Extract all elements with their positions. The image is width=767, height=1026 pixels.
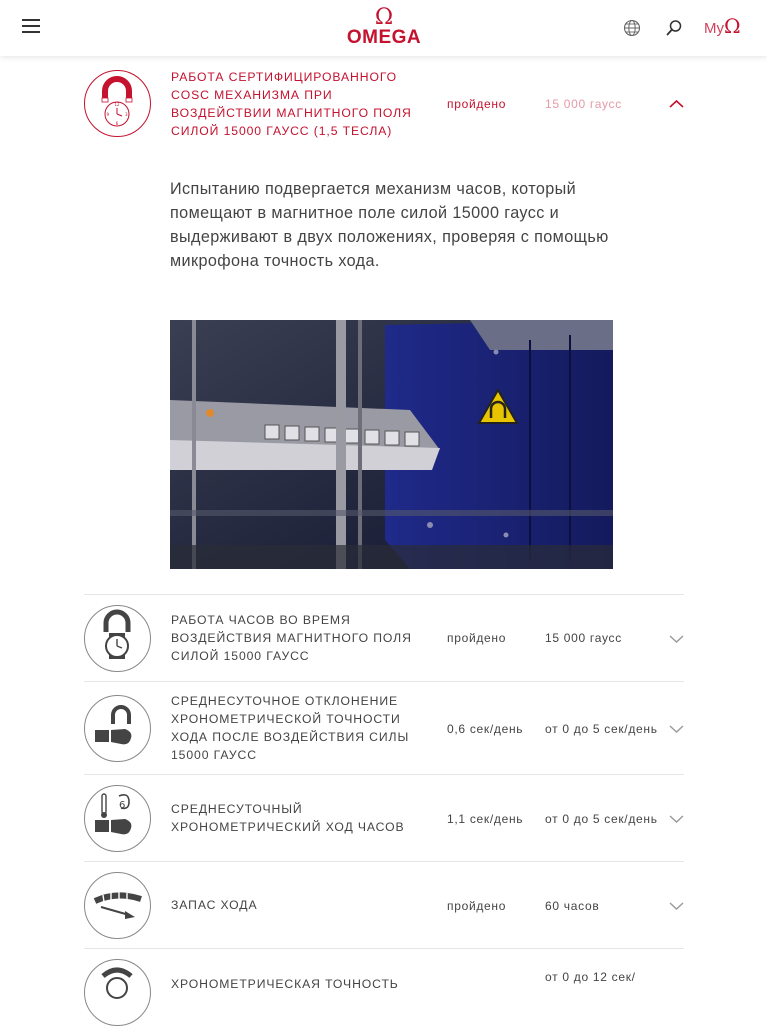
- test-title: ЗАПАС ХОДА: [171, 898, 258, 912]
- logo-text: OMEGA: [346, 27, 422, 48]
- my-omega-link[interactable]: [704, 14, 741, 38]
- chevron-down-icon[interactable]: [669, 724, 684, 734]
- svg-text:9: 9: [106, 112, 110, 117]
- test-result: 1,1 сек/день: [447, 812, 524, 826]
- test-result: 0,6 сек/день: [447, 722, 524, 736]
- logo-symbol: Ω: [374, 5, 394, 30]
- test-description: Испытанию подвергается механизм часов, который помещают в магнитное поле силой 15000 гаусс и выдерживают в двух положениях, проверяя с помощью микрофона точность хода.: [170, 180, 609, 270]
- test-value: 60 часов: [545, 899, 600, 913]
- chevron-down-icon[interactable]: [669, 634, 684, 644]
- test-value: 15 000 гаусс: [545, 97, 622, 111]
- test-row[interactable]: [84, 774, 684, 862]
- test-title: ХРОНОМЕТРИЧЕСКАЯ ТОЧНОСТЬ: [171, 977, 399, 991]
- chevron-down-icon[interactable]: [669, 814, 684, 824]
- test-title: РАБОТА ЧАСОВ ВО ВРЕМЯ ВОЗДЕЙСТВИЯ МАГНИТНОГО ПОЛЯ СИЛОЙ 15000 ГАУСС: [171, 613, 412, 663]
- test-title: РАБОТА СЕРТИФИЦИРОВАННОГО COSC МЕХАНИЗМА ПРИ ВОЗДЕЙСТВИИ МАГНИТНОГО ПОЛЯ СИЛОЙ 15000 ГАУСС (1,5 ТЕСЛА): [171, 70, 412, 138]
- magnet-watch-icon: [84, 70, 151, 137]
- search-icon[interactable]: [665, 19, 683, 37]
- omega-logo[interactable]: [344, 5, 424, 50]
- test-row[interactable]: [84, 594, 684, 682]
- svg-text:6: 6: [119, 800, 126, 811]
- test-title: СРЕДНЕСУТОЧНЫЙ ХРОНОМЕТРИЧЕСКИЙ ХОД ЧАСОВ: [171, 802, 405, 834]
- svg-text:12: 12: [114, 102, 120, 107]
- site-header: [0, 0, 767, 56]
- test-result: пройдено: [447, 899, 507, 913]
- thermometer-movement-icon: [84, 785, 151, 852]
- globe-icon[interactable]: [623, 19, 641, 37]
- svg-text:6: 6: [115, 121, 119, 126]
- chevron-up-icon[interactable]: [669, 99, 684, 109]
- test-value: от 0 до 12 сек/: [545, 970, 636, 984]
- test-row-expanded[interactable]: [84, 70, 684, 140]
- test-title: СРЕДНЕСУТОЧНОЕ ОТКЛОНЕНИЕ ХРОНОМЕТРИЧЕСКОЙ ТОЧНОСТИ ХОДА ПОСЛЕ ВОЗДЕЙСТВИЯ СИЛЫ 15000 ГАУСС: [171, 694, 410, 762]
- magnet-watch-icon: [84, 605, 151, 672]
- chevron-down-icon[interactable]: [669, 901, 684, 911]
- watch-icon: [84, 959, 151, 1026]
- test-row[interactable]: [84, 948, 684, 1009]
- test-machine-photo: [170, 320, 613, 569]
- my-omega-label: My: [704, 20, 724, 37]
- test-value: от 0 до 5 сек/день: [545, 722, 658, 736]
- svg-text:3: 3: [125, 112, 128, 117]
- magnet-watch-movement-icon: [84, 695, 151, 762]
- test-result: пройдено: [447, 631, 507, 645]
- test-row[interactable]: [84, 861, 684, 949]
- test-value: 15 000 гаусс: [545, 631, 622, 645]
- power-reserve-gauge-icon: [84, 872, 151, 939]
- test-row[interactable]: [84, 681, 684, 775]
- hamburger-menu-icon[interactable]: [22, 19, 40, 34]
- my-omega-symbol: Ω: [724, 14, 741, 38]
- test-result: пройдено: [447, 97, 507, 111]
- test-value: от 0 до 5 сек/день: [545, 812, 658, 826]
